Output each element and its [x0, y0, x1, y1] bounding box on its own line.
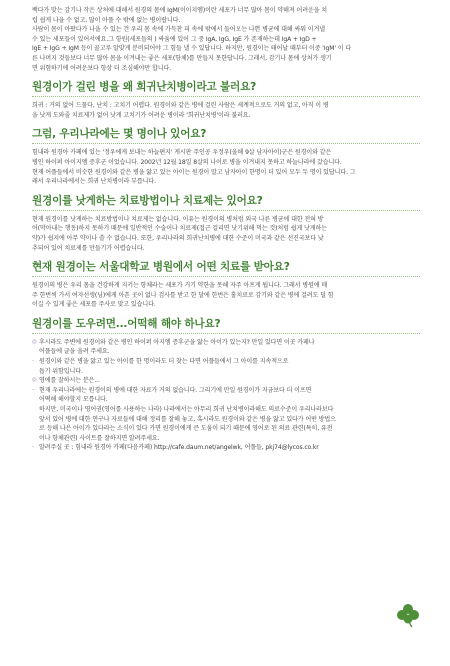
section-rare-disease — [32, 80, 420, 120]
bullet-marker: - — [32, 386, 34, 393]
bullet-marker: ◎ — [32, 338, 37, 345]
section-divider — [32, 210, 420, 211]
list-item — [32, 376, 420, 386]
section-title: 원경이가 걸린 병을 왜 희귀난치병이라고 불러요? — [32, 81, 257, 94]
section-title: 원경이를 도우려면...어떡해 해야 하나요? — [32, 317, 221, 330]
help-list — [32, 338, 420, 453]
section-divider — [32, 333, 420, 334]
list-item-text: 알려주실 곳 : 힘내라 원경아 카페(다음카페) http://cafe.daum.net/angelwk, 어플들, pkj74@lycos.co.kr — [39, 444, 319, 452]
section-korea-count — [32, 127, 420, 186]
section-body: 원경이의 병은 우리 몸을 건강하게 지키는 항체라는 세포가 거기 약한을 못해 자주 아프게 됩니다. 그래서 병원에 매 주 한번씩 가서 여자선생(님)에게 아픈 곳이 없나 검사를 받고 한 달에 한번은 홀치료로 감기와 같은 병에 걸려도 덜 힘 이길 수 있게 좋은 세포를 주사로 맞고 있습니다. — [32, 282, 334, 309]
section-divider — [32, 96, 420, 97]
bullet-marker: - — [32, 358, 34, 365]
section-body: 현재 원경이를 낫게하는 치료방법이나 치료제는 없습니다. 이유는 원경이의 병처럼 외국 나른 병균에 대한 전혀 방 어(막아내는 행동)하지 못하기 때문에 일반적인 수술이나 치료제(접근 걸리면 낫기위해 먹는 것)처럼 쉽게 낫게하는 약)가 쉽지에 아무 약이나 쓸 수 없습니다. 또한, 우리나라의 희귀난치병에 대한 수준이 미국과 같은 선진국보다 낮 추되어 있어 치료제를 만들기가 어렵습니다. — [32, 215, 327, 252]
section-title: 그럼, 우리나라에는 몇 명이나 있어요? — [32, 128, 207, 141]
list-item-text: 현재 우리나라에는 원경이의 병에 대한 자료가 거의 없습니다. 그리기에 만일 원경이가 지금보다 더 이프면 어떡해 해야할지 모릅니다. 하지만, 미국이나 영어권(영어를 사용하는 나라) 나라에서는 아무리 희귀 난치병이라해도 의료수준이 우리나라보다 앞서 있어 병에 대한 연구나 자료들에 대해 정리를 잘해 놓고, 혹시라도 원경이와 같은 병을 앓고 있다가 어떤 방법으 로 등해 나은 아이가 있다라는 소식이 있다 카면 원경이에게 큰 도움이 되기 때문에 영어로 된 의료 관련(특히, 유전 이나 항체관련) 사이트를 잘하지면 알려주세요. — [39, 386, 336, 442]
intro-paragraph: 백다가 맞는 감기나 작은 상처에 대해서 원경의 몸에 IgM(이이지엠)이란 세포가 너무 많아 몸이 약해져 어려운을 치 럽 쉽게 나을 수 없고, 많이 아플 수 밖에 없는 병이랍니다. 사람이 몸이 아팠다가 나을 수 있는 건 우리 몸 속에 가득찬 피 속에 밖에서 들어오는 나쁜 병균에 대해 싸워 이겨낼 수 있는 세포들이 있어서에요.그 항원(세포들의 ) 싸움에 있어 그 중 IgA, IgG, IgE 가 존재하는데 IgA + IgD + IgE + IgG + IgM 등이 골고루 알맞게 분비되어야 그 힘들 낼 수 있답니다. 하지만, 원경이는 태어날 때부터 이중 'IgM' 이 다 른 나머지 것들보다 너무 많아 몸을 이겨내는 좋은 세포(항체)를 만들지 못한답니다. 그래서, 감기나 몸에 상처가 생기 면 위험하기에 어려운보다 항상 더 조심해야만 합니다. — [32, 7, 352, 72]
section-divider — [32, 276, 420, 277]
list-item — [32, 357, 420, 376]
list-item-text: 영에를 잘하시는 분은... — [39, 377, 100, 385]
section-hospital — [32, 260, 420, 310]
section-body: 희귀 : 거의 없어 드물다, 난치 : 고치기 어렵다. 원경이와 같은 병에 걸린 사람은 세계적으로도 거의 없고, 아직 이 병 을 낫게 도와줄 치료제가 없어 낫게 고치기가 어려운 병이라 '희귀난치병'이라 불러요. — [32, 102, 329, 119]
bullet-marker: - — [32, 444, 34, 451]
list-item — [32, 338, 420, 357]
section-title: 현재 원경이는 서울대학교 병원에서 어떤 치료를 받아요? — [32, 261, 290, 274]
bullet-marker: ◎ — [32, 377, 37, 384]
list-item-text: 후시라도 주변에 원경이와 같은 병인 하이퍼 아지엠 증후군을 앓는 아이가 있는지? 만일 있다면 이곳 카페나 어플들에 글을 올려 주세요. — [39, 338, 315, 356]
list-item — [32, 443, 420, 453]
list-item-text: 원경이와 같은 병을 앓고 있는 아이를 한 명이라도 더 찾는 다면 어플들에서 그 아이를 지속적으로 돕기 위함입니다. — [39, 358, 289, 375]
section-treatment — [32, 194, 420, 253]
section-divider — [32, 143, 420, 144]
section-how-to-help — [32, 317, 420, 453]
section-body: 힘내라 원경아 카페에 있는 '정우에게 보내는 하늘편지' 게시판 주인공 우정우(올해 9살 남자아이)군은 원경이와 같은 병인 하이퍼 아이지엠 증후군 이었습니다. 2002년 12월 18일 8살의 나이로 병을 이겨내지 못하고 하늘나라에 갔습니다. 현재 어플들에서 비슷한 원경이와 같은 병을 앓고 있는 아이는 원경이 말고 남자아이 한명이 더 있어 모두 두 명이 있답니다. 그 래서 우리나라에서는 희귀 난치병이라 부릅니다. — [32, 149, 356, 186]
section-title: 원경이를 낫게하는 치료방법이나 치료제는 있어요? — [32, 194, 263, 207]
clover-icon — [395, 602, 421, 628]
list-item — [32, 386, 420, 444]
